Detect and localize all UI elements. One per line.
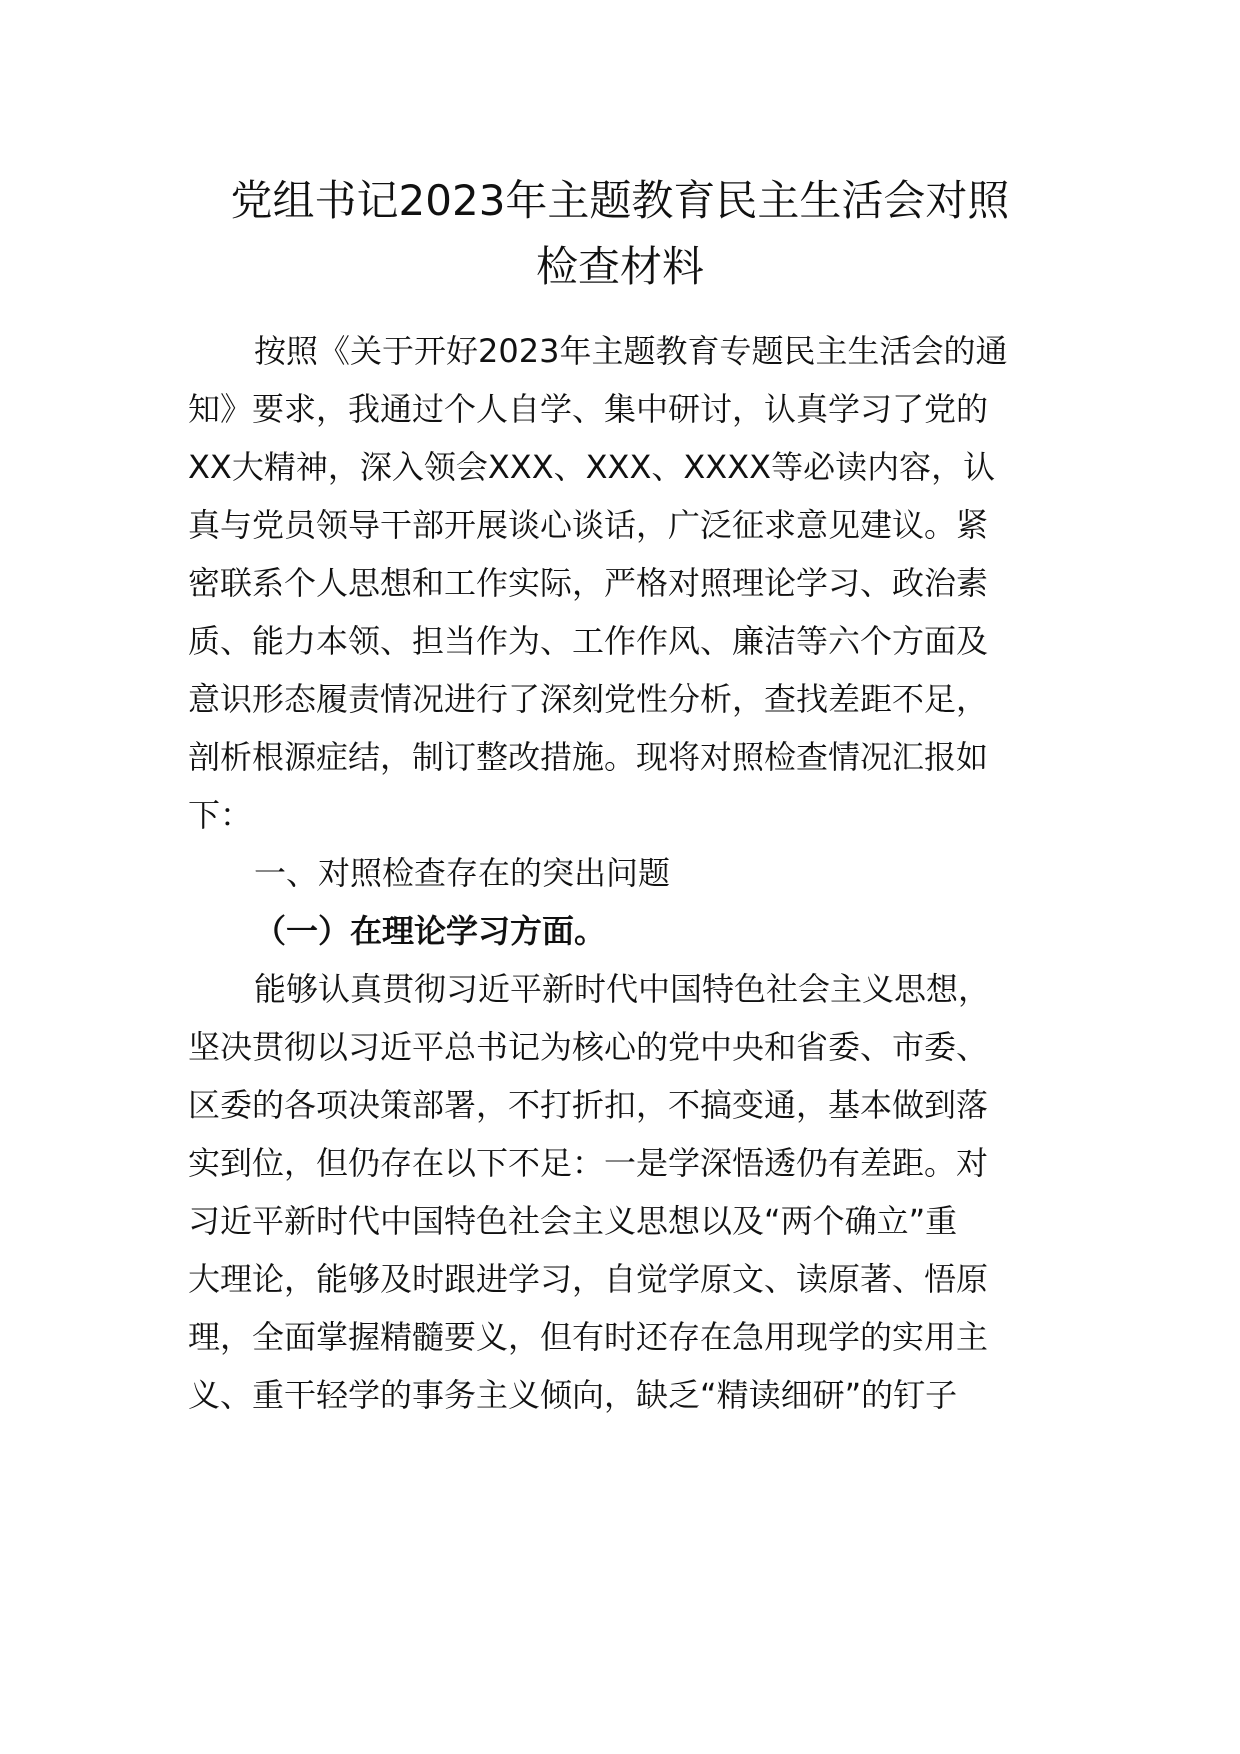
body-paragraph-line: 义、重干轻学的事务主义倾向，缺乏“精读细研”的钉子 [188,1376,958,1414]
intro-paragraph-line: 知》要求，我通过个人自学、集中研讨，认真学习了党的 [188,390,989,428]
document-title-line-1: 党组书记2023年主题教育民主生活会对照 [230,176,1010,225]
body-paragraph-line: 坚决贯彻以习近平总书记为核心的党中央和省委、市委、 [188,1028,989,1066]
intro-paragraph-line: 质、能力本领、担当作为、工作作风、廉洁等六个方面及 [188,622,989,660]
body-paragraph-line: 理，全面掌握精髓要义，但有时还存在急用现学的实用主 [188,1318,989,1356]
intro-paragraph-line: 意识形态履责情况进行了深刻党性分析，查找差距不足， [188,680,989,718]
intro-paragraph-line: 真与党员领导干部开展谈心谈话，广泛征求意见建议。紧 [188,506,989,544]
intro-paragraph-line: 剖析根源症结，制订整改措施。现将对照检查情况汇报如 [188,738,989,776]
subsection-heading: （一）在理论学习方面。 [254,912,607,950]
intro-paragraph-line: 下： [188,796,253,834]
body-paragraph-line: 大理论，能够及时跟进学习，自觉学原文、读原著、悟原 [188,1260,989,1298]
section-heading: 一、对照检查存在的突出问题 [254,854,671,892]
intro-paragraph-line: 密联系个人思想和工作实际，严格对照理论学习、政治素 [188,564,989,602]
intro-paragraph-line: XX大精神，深入领会XXX、XXX、XXXX等必读内容，认 [188,448,996,486]
body-paragraph-line: 习近平新时代中国特色社会主义思想以及“两个确立”重 [188,1202,958,1240]
intro-paragraph-line: 按照《关于开好2023年主题教育专题民主生活会的通 [254,332,1008,370]
body-paragraph-line: 能够认真贯彻习近平新时代中国特色社会主义思想， [254,970,991,1008]
body-paragraph-line: 实到位，但仍存在以下不足：一是学深悟透仍有差距。对 [188,1144,989,1182]
document-title-line-2: 检查材料 [535,242,704,291]
body-paragraph-line: 区委的各项决策部署，不打折扣，不搞变通，基本做到落 [188,1086,989,1124]
